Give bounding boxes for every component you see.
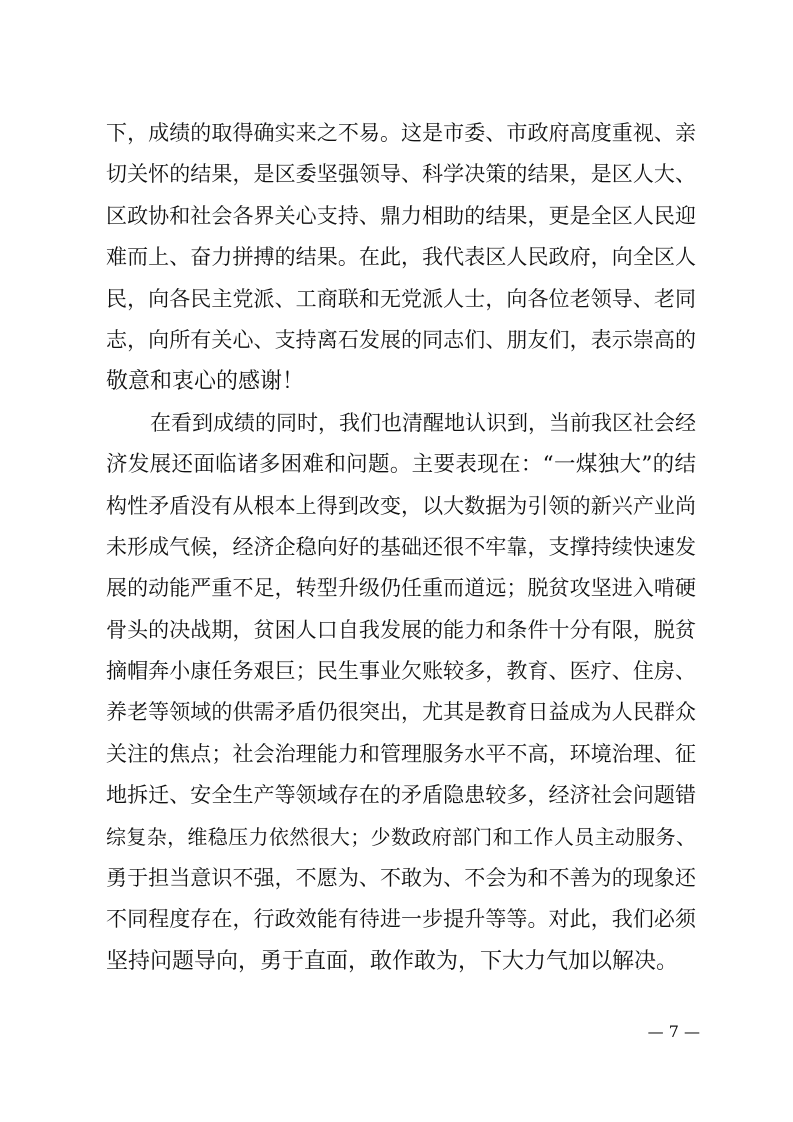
text-line: 未形成气候，经济企稳向好的基础还很不牢靠，支撑持续快速发 — [106, 534, 696, 559]
text-line: 敬意和衷心的感谢！ — [106, 369, 305, 395]
text-line: 关注的焦点；社会治理能力和管理服务水平不高，环境治理、征 — [106, 741, 696, 766]
text-line: 不同程度存在，行政效能有待进一步提升等等。对此，我们必须 — [106, 907, 696, 932]
text-line: 区政协和社会各界关心支持、鼎力相助的结果，更是全区人民迎 — [106, 203, 696, 228]
text-line: 在看到成绩的同时，我们也清醒地认识到，当前我区社会经 — [150, 410, 696, 435]
text-line: 下，成绩的取得确实来之不易。这是市委、市政府高度重视、亲 — [106, 121, 696, 145]
text-line: 济发展还面临诸多困难和问题。主要表现在：“一煤独大”的结 — [106, 452, 696, 478]
text-line: 综复杂，维稳压力依然很大；少数政府部门和工作人员主动服务、 — [106, 824, 696, 849]
text-line: 民，向各民主党派、工商联和无党派人士，向各位老领导、老同 — [106, 286, 696, 311]
text-line: 坚持问题导向，勇于直面，敢作敢为，下大力气加以解决。 — [106, 948, 679, 974]
paragraph-2 — [106, 403, 696, 982]
text-line: 展的动能严重不足，转型升级仍任重而道远；脱贫攻坚进入啃硬 — [106, 576, 696, 601]
paragraph-1 — [106, 113, 696, 403]
page-number: — 7 — — [647, 1022, 700, 1041]
text-line: 构性矛盾没有从根本上得到改变，以大数据为引领的新兴产业尚 — [106, 493, 696, 518]
text-line: 难而上、奋力拼搏的结果。在此，我代表区人民政府，向全区人 — [106, 245, 696, 270]
text-line: 志，向所有关心、支持离石发展的同志们、朋友们，表示崇高的 — [106, 327, 696, 352]
text-line: 摘帽奔小康任务艰巨；民生事业欠账较多，教育、医疗、住房、 — [106, 659, 696, 684]
text-line: 骨头的决战期，贫困人口自我发展的能力和条件十分有限，脱贫 — [106, 617, 696, 642]
body-text — [106, 113, 696, 982]
text-line: 勇于担当意识不强，不愿为、不敢为、不会为和不善为的现象还 — [106, 866, 696, 891]
text-line: 地拆迁、安全生产等领域存在的矛盾隐患较多，经济社会问题错 — [106, 783, 696, 808]
text-line: 养老等领域的供需矛盾仍很突出，尤其是教育日益成为人民群众 — [106, 700, 696, 725]
text-line: 切关怀的结果，是区委坚强领导、科学决策的结果，是区人大、 — [106, 162, 696, 187]
